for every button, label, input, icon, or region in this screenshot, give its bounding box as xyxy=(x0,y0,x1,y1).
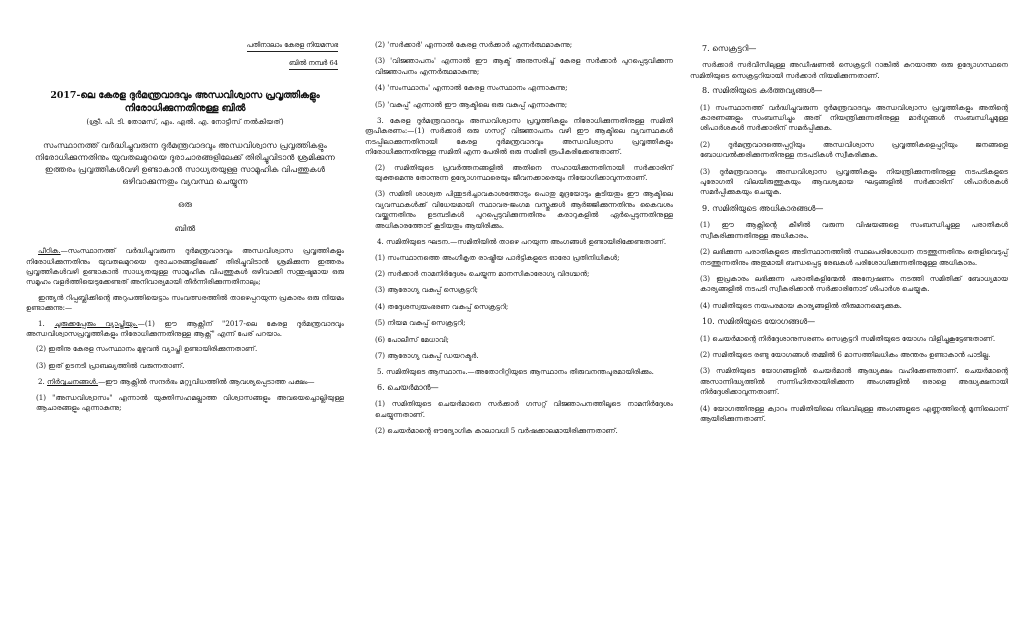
definition-4: (4) 'സംസ്ഥാനം' എന്നാൽ കേരള സംസ്ഥാനം എന്നാകുന്നു; xyxy=(375,83,568,93)
column-1 xyxy=(26,40,344,420)
oru-word: ഒരു xyxy=(178,199,192,210)
member-1: (1) സംസ്ഥാനത്തെ അംഗീകൃത രാഷ്ട്രീയ പാർട്ടികളുടെ ഓരോ പ്രതിനിധികൾ; xyxy=(375,252,620,262)
column-2 xyxy=(365,40,673,442)
member-6: (6) പോലീസ് മേധാവി; xyxy=(375,334,449,344)
member-3: (3) ആരോഗ്യ വകുപ്പ് സെക്രട്ടറി; xyxy=(375,285,479,295)
assembly-header xyxy=(26,40,338,52)
preamble xyxy=(26,246,344,288)
section-6-clause-1: (1) സമിതിയുടെ ചെയർമാനെ സർക്കാർ ഗസറ്റ് വിജ്ഞാപനത്തിലൂടെ നാമനിർദ്ദേശം ചെയ്യുന്നതാണ്. xyxy=(375,399,673,419)
section-6-clause-2: (2) ചെയർമാന്റെ ഔദ്യോഗിക കാലാവധി 5 വർഷക്കാലമായിരിക്കുന്നതാണ്. xyxy=(375,425,618,435)
section-7-text: സർക്കാർ സർവീസിലുള്ള അഡീഷണൽ സെക്രട്ടറി റാങ്കിൽ കുറയാത്ത ഒരു ഉദ്യോഗസ്ഥനെ സമിതിയുടെ സെക്രട്ടറിയായി സർക്കാർ നിയമിക്കുന്നതാണ്. xyxy=(690,60,1008,80)
section-3-clause-3: (3) സമിതി ശാശ്വത പിന്തുടർച്ചാവകാശത്തോടും പൊതു മുദ്രയോടും കൂടിയതും ഈ ആക്ടിലെ വ്യവസ്ഥകൾക്ക് വിധേയമായി സ്ഥാവര-ജംഗമ വസ്തുക്കൾ ആർജ്ജിക്കുന്നതിനും കൈവശം വയ്ക്കുന്നതിനും ഉടമ്പടികൾ പുറപ്പെടുവിക്കുന്നതിനും കരാറുകളിൽ ഏർപ്പെടുന്നതിനുള്ള അധികാരത്തോട് കൂടിയതും ആയിരിക്കും. xyxy=(375,189,673,230)
enacting-clause: ഇന്ത്യൻ റിപ്പബ്ലിക്കിന്റെ അറുപത്തിയെട്ടാം സംവത്സരത്തിൽ താഴെപ്പറയുന്ന പ്രകാരം ഒരു നിയമം ഉണ്ടാക്കുന്നു:— xyxy=(26,292,344,313)
definition-2: (2) 'സർക്കാർ' എന്നാൽ കേരള സർക്കാർ എന്നർത്ഥമാകുന്നു; xyxy=(375,40,573,49)
preamble-heading: പീഠിക. xyxy=(38,246,61,256)
section-1-number: 1. xyxy=(38,318,45,328)
section-4: 4. സമിതിയുടെ ഘടന.—സമിതിയിൽ താഴെ പറയുന്ന അംഗങ്ങൾ ഉണ്ടായിരിക്കേണ്ടതാണ്. xyxy=(377,237,667,247)
section-10-clause-1: (1) ചെയർമാന്റെ നിർദ്ദേശാനുസരണം സെക്രട്ടറി സമിതിയുടെ യോഗം വിളിച്ചുകൂട്ടേണ്ടതാണ്. xyxy=(700,333,996,343)
section-8-clause-3: (3) ദുർമന്ത്രവാദവും അന്ധവിശ്വാസ പ്രവൃത്തികളും നിയന്ത്രിക്കുന്നതിനുള്ള നടപടികളുടെ പുരോഗതി വിലയിരുത്തുകയും ആവശ്യമായ ഘട്ടങ്ങളിൽ സർക്കാരിന് ശിപാർശകൾ സമർപ്പിക്കുകയും ചെയ്യുക. xyxy=(700,166,1008,197)
preamble-text: —സംസ്ഥാനത്ത് വർദ്ധിച്ചുവരുന്ന ദുർമന്ത്രവാദവും അന്ധവിശ്വാസ പ്രവൃത്തികളും നിരോധിക്കുന്നതിനും യുവതലമുറയെ ദുരാചാരങ്ങളിലേക്ക് തിരിച്ചുവിടാൻ ശ്രമിക്കുന്ന ഇത്തരം പ്രവൃത്തികൾവഴി ഉണ്ടാകാൻ സാധ്യതയുള്ള സാമൂഹിക വിപത്തുകൾ ഒഴിവാക്കി സന്തുഷ്ടമായ ഒരു സമൂഹം വളർത്തിയെടുക്കേണ്ടത് അനിവാര്യമായി തീർന്നിരിക്കുന്നതിനാലും; xyxy=(26,246,344,287)
section-5: 5. സമിതിയുടെ ആസ്ഥാനം.—അതോറിറ്റിയുടെ ആസ്ഥാനം തിരുവനന്തപുരമായിരിക്കും. xyxy=(377,367,654,377)
section-1-clause-3: (3) ഇത് ഉടനടി പ്രാബല്യത്തിൽ വരുന്നതാണ്. xyxy=(36,360,185,370)
section-1-heading: ചുരുക്കപ്പേരും വ്യാപ്തിയും. xyxy=(54,318,138,328)
bill-author: (ശ്രീ. പി. ടി. തോമസ്, എം. എൽ. എ. നോട്ടീസ് നൽകിയത്) xyxy=(86,117,284,126)
section-9-clause-2: (2) ലഭിക്കുന്ന പരാതികളുടെ അടിസ്ഥാനത്തിൽ സ്ഥലപരിശോധന നടത്തുന്നതിനും തെളിവെടുപ്പ് നടത്തുന്നതിനും അതുമായി ബന്ധപ്പെട്ട രേഖകൾ പരിശോധിക്കുന്നതിനുമുള്ള അധികാരം. xyxy=(700,247,1008,267)
section-6-heading: 6. ചെയർമാൻ— xyxy=(377,382,439,392)
bill-number-header xyxy=(26,58,338,70)
bill-purpose: സംസ്ഥാനത്ത് വർദ്ധിച്ചുവരുന്ന ദുർമന്ത്രവാദവും അന്ധവിശ്വാസ പ്രവൃത്തികളും നിരോധിക്കുന്നതിനും യുവതലമുറയെ ദുരാചാരങ്ങളിലേക്ക് തിരിച്ചുവിടാൻ ശ്രമിക്കുന്ന ഇത്തരം പ്രവൃത്തികൾവഴി ഉണ്ടാകാൻ സാധ്യതയുള്ള സാമൂഹിക വിപത്തുകൾ ഒഴിവാക്കുന്നതും വ്യവസ്ഥ ചെയ്യുന്ന xyxy=(35,140,335,187)
section-8-clause-2: (2) ദുർമന്ത്രവാദത്തെപ്പറ്റിയും അന്ധവിശ്വാസ പ്രവൃത്തികളെപ്പറ്റിയും ജനങ്ങളെ ബോധവൽക്കരിക്കുന്നതിനുള്ള നടപടികൾ സ്വീകരിക്കുക. xyxy=(700,139,1008,160)
definition-3: (3) 'വിജ്ഞാപനം' എന്നാൽ ഈ ആക്ട് അനുസരിച്ച് കേരള സർക്കാർ പുറപ്പെടുവിക്കുന്ന വിജ്ഞാപനം എന്നർത്ഥമാകുന്നു; xyxy=(375,56,673,76)
section-2-heading: നിർവ്വചനങ്ങൾ. xyxy=(47,377,99,387)
section-3: 3. കേരള ദുർമന്ത്രവാദവും അന്ധവിശ്വാസ പ്രവൃത്തികളും നിരോധിക്കുന്നതിനുള്ള സമിതി രൂപീകരണം:—(1) സർക്കാർ ഒരു ഗസറ്റ് വിജ്ഞാപനം വഴി ഈ ആക്ടിലെ വ്യവസ്ഥകൾ നടപ്പിലാക്കുന്നതിനായി കേരള ദുർമന്ത്രവാദവും അന്ധവിശ്വാസ പ്രവൃത്തികളും നിരോധിക്കുന്നതിനുള്ള സമിതി എന്ന പേരിൽ ഒരു സമിതി രൂപീകരിക്കേണ്ടതാണ്. xyxy=(365,116,673,157)
member-2: (2) സർക്കാർ നാമനിർദ്ദേശം ചെയ്യുന്ന മാനസികാരോഗ്യ വിദഗ്ദ്ധൻ; xyxy=(375,268,590,278)
section-3-clause-2: (2) സമിതിയുടെ പ്രവർത്തനങ്ങളിൽ അതിനെ സഹായിക്കുന്നതിനായി സർക്കാരിന് യുക്തമെന്നു തോന്നുന്ന ഉദ്യോഗസ്ഥരെയും ജീവനക്കാരെയും നിയോഗിക്കാവുന്നതാണ്. xyxy=(375,162,673,183)
section-9-clause-1: (1) ഈ ആക്റ്റിന്റെ കീഴിൽ വരുന്ന വിഷയങ്ങളെ സംബന്ധിച്ചുള്ള പരാതികൾ സ്വീകരിക്കുന്നതിനുള്ള അധികാരം. xyxy=(700,220,1008,240)
member-5: (5) നിയമ വകുപ്പ് സെക്രട്ടറി; xyxy=(375,318,466,328)
section-10-clause-3: (3) സമിതിയുടെ യോഗങ്ങളിൽ ചെയർമാൻ ആദ്ധ്യക്ഷം വഹിക്കേണ്ടതാണ്. ചെയർമാന്റെ അസാന്നിദ്ധ്യത്തിൽ സന്നിഹിതരായിരിക്കുന്ന അംഗങ്ങളിൽ ഒരാളെ അദ്ധ്യക്ഷനായി നിർദ്ദേശിക്കാവുന്നതാണ്. xyxy=(700,366,1008,397)
section-1-clause-2: (2) ഇതിനു കേരള സംസ്ഥാനം മുഴുവൻ വ്യാപ്തി ഉണ്ടായിരിക്കുന്നതാണ്. xyxy=(36,344,258,354)
section-10-clause-4: (4) യോഗത്തിനുള്ള ക്വാറം സമിതിയിലെ നിലവിലുള്ള അംഗങ്ങളുടെ എണ്ണത്തിന്റെ മൂന്നിലൊന്ന് ആയിരിക്കുന്നതാണ്. xyxy=(700,403,1008,423)
bill-word: ബിൽ xyxy=(174,222,196,233)
definition-1: (1) "അന്ധവിശ്വാസം" എന്നാൽ യുക്തിസഹമല്ലാത്ത വിശ്വാസങ്ങളും അവയെച്ചൊല്ലിയുള്ള ആചാരങ്ങളും എന്നാകുന്നു; xyxy=(36,392,344,413)
section-1 xyxy=(26,319,344,340)
definition-5: (5) 'വകുപ്പ്' എന്നാൽ ഈ ആക്ടിലെ ഒരു വകുപ്പ് എന്നാകുന്നു; xyxy=(375,99,568,109)
bill-title: 2017-ലെ കേരള ദുർമന്ത്രവാദവും അന്ധവിശ്വാസ പ്രവൃത്തികളും നിരോധിക്കുന്നതിനുള്ള ബിൽ xyxy=(50,90,320,114)
section-1-text: —(1) ഈ ആക്റ്റിന് "2017-ലെ കേരള ദുർമന്ത്രവാദവും അന്ധവിശ്വാസപ്രവൃത്തികളും നിരോധിക്കുന്നതിനുള്ള ആക്റ്റ്" എന്ന് പേര് പറയാം. xyxy=(26,318,344,339)
section-7-heading: 7. സെക്രട്ടറി— xyxy=(702,44,757,53)
section-10-heading: 10. സമിതിയുടെ യോഗങ്ങൾ— xyxy=(702,317,816,327)
section-9-clause-3: (3) ഇപ്രകാരം ലഭിക്കുന്ന പരാതികളിന്മേൽ അന്വേഷണം നടത്തി സമിതിക്ക് ബോധ്യമായ കാര്യങ്ങളിൽ നടപടി സ്വീകരിക്കാൻ സർക്കാരിനോട് ശിപാർശ ചെയ്യുക. xyxy=(700,273,1008,294)
section-9-clause-4: (4) സമിതിയുടെ നയപരമായ കാര്യങ്ങളിൽ തീരുമാനമെടുക്കുക. xyxy=(700,300,902,310)
section-2-text: —ഈ ആക്റ്റിൽ സന്ദർഭം മറ്റുവിധത്തിൽ ആവശ്യപ്പെടാത്ത പക്ഷം— xyxy=(98,377,315,387)
column-3 xyxy=(690,40,1008,430)
section-10-clause-2: (2) സമിതിയുടെ രണ്ടു യോഗങ്ങൾ തമ്മിൽ 6 മാസത്തിലധികം അന്തരം ഉണ്ടാകാൻ പാടില്ല. xyxy=(700,349,991,359)
section-2-number: 2. xyxy=(38,377,45,387)
member-4: (4) തദ്ദേശസ്വയംഭരണ വകുപ്പ് സെക്രട്ടറി; xyxy=(375,301,509,311)
member-7: (7) ആരോഗ്യ വകുപ്പ് ഡയറക്ടർ. xyxy=(375,350,479,360)
section-9-heading: 9. സമിതിയുടെ അധികാരങ്ങൾ— xyxy=(702,203,824,213)
bill-number: ബിൽ നമ്പർ 64 xyxy=(289,58,338,70)
section-8-clause-1: (1) സംസ്ഥാനത്ത് വർദ്ധിച്ചുവരുന്ന ദുർമന്ത്രവാദവും അന്ധവിശ്വാസ പ്രവൃത്തികളും അതിന്റെ കാരണങ്ങളും സംബന്ധിച്ചും അത് നിയന്ത്രിക്കുന്നതിനുള്ള മാർഗ്ഗങ്ങൾ സംബന്ധിച്ചുമുള്ള ശിപാർശകൾ സർക്കാരിന് സമർപ്പിക്കുക. xyxy=(700,102,1008,133)
section-2 xyxy=(26,377,344,387)
section-8-heading: 8. സമിതിയുടെ കർത്തവ്യങ്ങൾ— xyxy=(702,86,823,96)
assembly-name: പതിനാലാം കേരള നിയമസഭ xyxy=(247,40,338,52)
